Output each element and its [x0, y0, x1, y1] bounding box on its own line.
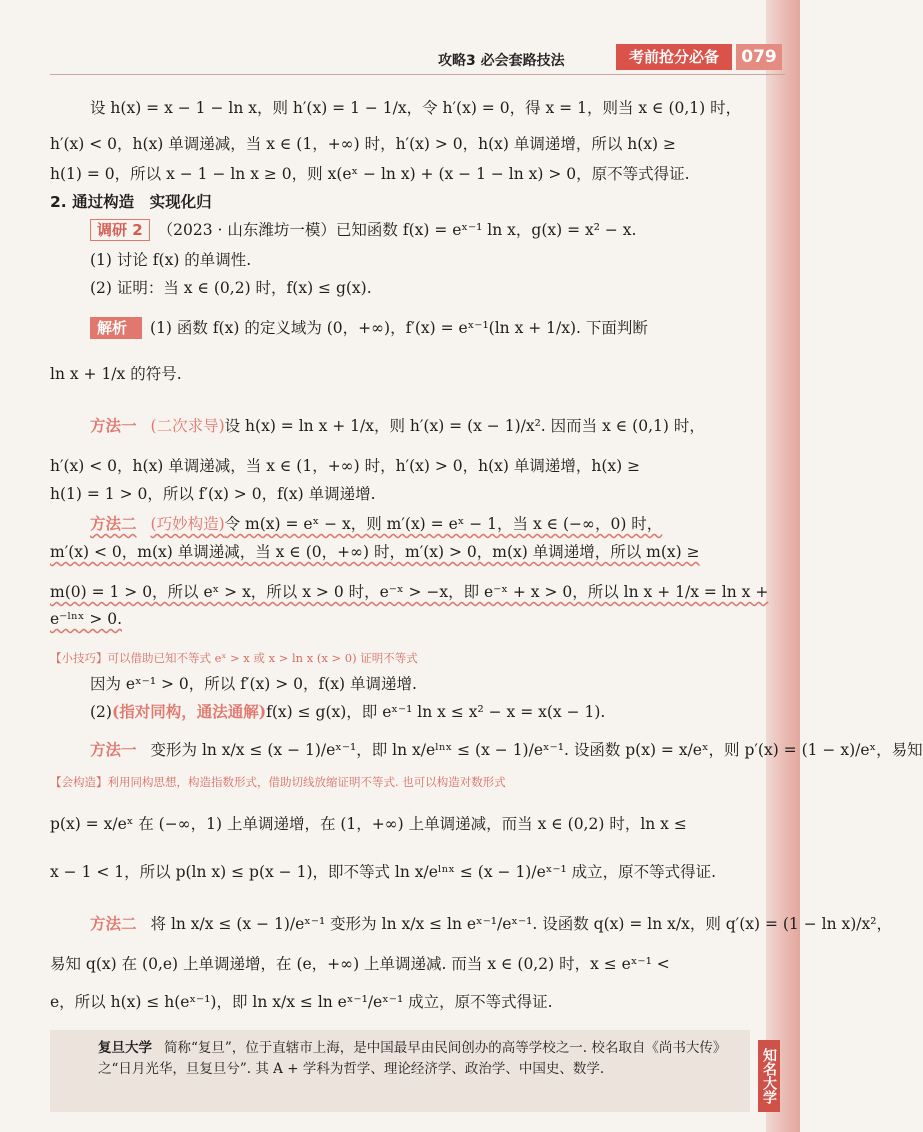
section-title: 2. 通过构造 实现化归	[50, 193, 212, 211]
header-rule	[50, 74, 785, 75]
text-line: e，所以 h(x) ≤ h(eˣ⁻¹)，即 ln x/x ≤ ln eˣ⁻¹/eˣ⁻¹ 成立，原不等式得证.	[50, 993, 553, 1011]
text-line: h(1) = 0，所以 x − 1 − ln x ≥ 0，则 x(eˣ − ln x) + (x − 1 − ln x) > 0，原不等式得证.	[50, 165, 690, 183]
text-line: x − 1 < 1，所以 p(ln x) ≤ p(x − 1)，即不等式 ln x/eˡⁿˣ ≤ (x − 1)/eˣ⁻¹ 成立，原不等式得证.	[50, 863, 717, 881]
tip-note: 【小技巧】可以借助已知不等式 eˣ > x 或 x > ln x (x > 0) 证明不等式	[50, 651, 418, 665]
text-line: h′(x) < 0，h(x) 单调递减，当 x ∈ (1，+∞) 时，h′(x) > 0，h(x) 单调递增，h(x) ≥	[50, 457, 641, 475]
university-name: 复旦大学	[98, 1040, 152, 1056]
part2-prefix: (2)	[90, 703, 112, 721]
text-line: h′(x) < 0，h(x) 单调递减，当 x ∈ (1，+∞) 时，h′(x) > 0，h(x) 单调递增，所以 h(x) ≥	[50, 135, 677, 153]
text-line	[90, 700, 605, 722]
footer-text	[98, 1038, 738, 1080]
method-label: 方法一	[90, 741, 137, 759]
tip-note: 【会构造】利用同构思想，构造指数形式，借助切线放缩证明不等式. 也可以构造对数形式	[50, 775, 506, 789]
method-line	[90, 414, 705, 436]
method-line	[90, 738, 923, 760]
method-text: 将 ln x/x ≤ (x − 1)/eˣ⁻¹ 变形为 ln x/x ≤ ln eˣ⁻¹/eˣ⁻¹. 设函数 q(x) = ln x/x，则 q′(x) = (1 − ln x)/x²，	[150, 915, 892, 933]
method-label: 方法二	[90, 915, 137, 933]
side-tag: 知名大学	[758, 1040, 780, 1112]
problem-line	[90, 218, 636, 241]
text-line: m(0) = 1 > 0，所以 eˣ > x，所以 x > 0 时，e⁻ˣ > −x，即 e⁻ˣ + x > 0，所以 ln x + 1/x = ln x +	[50, 583, 769, 601]
analysis-badge: 解析	[90, 317, 142, 339]
footer-infobox	[50, 1030, 750, 1112]
text-line: m′(x) < 0，m(x) 单调递减，当 x ∈ (0，+∞) 时，m′(x) > 0，m(x) 单调递增，所以 m(x) ≥	[50, 543, 700, 561]
method-label: 方法一	[90, 417, 137, 435]
part2-text: f(x) ≤ g(x)，即 eˣ⁻¹ ln x ≤ x² − x = x(x − 1).	[266, 703, 606, 721]
text-line: p(x) = x/eˣ 在 (−∞，1) 上单调递增，在 (1，+∞) 上单调递减，而当 x ∈ (0,2) 时，ln x ≤	[50, 815, 687, 833]
brand-tag: 考前抢分必备	[616, 44, 732, 70]
text-line: 设 h(x) = x − 1 − ln x，则 h′(x) = 1 − 1/x，令 h′(x) = 0，得 x = 1，则当 x ∈ (0,1) 时，	[90, 99, 742, 117]
solution-line	[90, 316, 648, 339]
text-line: h(1) = 1 > 0，所以 f′(x) > 0，f(x) 单调递增.	[50, 485, 376, 503]
university-description: 简称“复旦”，位于直辖市上海，是中国最早由民间创办的高等学校之一. 校名取自《尚书大传》之“日月光华，旦复旦兮”. 其 A + 学科为哲学、理论经济学、政治学、中国史、数学.	[98, 1040, 727, 1077]
chapter-title: 攻略3 必会套路技法	[438, 53, 565, 69]
method-hint: (巧妙构造)	[150, 515, 225, 533]
method-text: 设 h(x) = ln x + 1/x，则 h′(x) = (x − 1)/x². 因而当 x ∈ (0,1) 时，	[224, 417, 705, 435]
text-line: ln x + 1/x 的符号.	[50, 365, 182, 383]
method-line	[90, 912, 892, 934]
method-hint: (指对同构，通法通解)	[111, 702, 267, 721]
question-2: (2) 证明：当 x ∈ (0,2) 时，f(x) ≤ g(x).	[90, 279, 372, 297]
problem-text: （2023 · 山东潍坊一模）已知函数 f(x) = eˣ⁻¹ ln x，g(x) = x² − x.	[157, 221, 637, 239]
page-header	[0, 44, 790, 78]
method-hint: (二次求导)	[150, 417, 225, 435]
research-badge: 调研 2	[90, 219, 150, 241]
solution-text: (1) 函数 f(x) 的定义域为 (0，+∞)，f′(x) = eˣ⁻¹(ln x + 1/x). 下面判断	[150, 319, 648, 337]
page-number: 079	[736, 44, 782, 70]
text-line: e⁻ˡⁿˣ > 0.	[50, 610, 123, 628]
method-line	[90, 512, 662, 534]
page-edge-decoration	[766, 0, 800, 1132]
method-label: 方法二	[90, 515, 137, 533]
text-line: 因为 eˣ⁻¹ > 0，所以 f′(x) > 0，f(x) 单调递增.	[90, 675, 417, 693]
text-line: 易知 q(x) 在 (0,e) 上单调递增，在 (e，+∞) 上单调递减. 而当 x ∈ (0,2) 时，x ≤ eˣ⁻¹ <	[50, 955, 670, 973]
method-text: 变形为 ln x/x ≤ (x − 1)/eˣ⁻¹，即 ln x/eˡⁿˣ ≤ (x − 1)/eˣ⁻¹. 设函数 p(x) = x/eˣ，则 p′(x) = (1 − x)/eˣ，易知	[150, 741, 923, 759]
question-1: (1) 讨论 f(x) 的单调性.	[90, 251, 252, 269]
method-text: 令 m(x) = eˣ − x，则 m′(x) = eˣ − 1，当 x ∈ (−∞，0) 时，	[224, 515, 663, 533]
